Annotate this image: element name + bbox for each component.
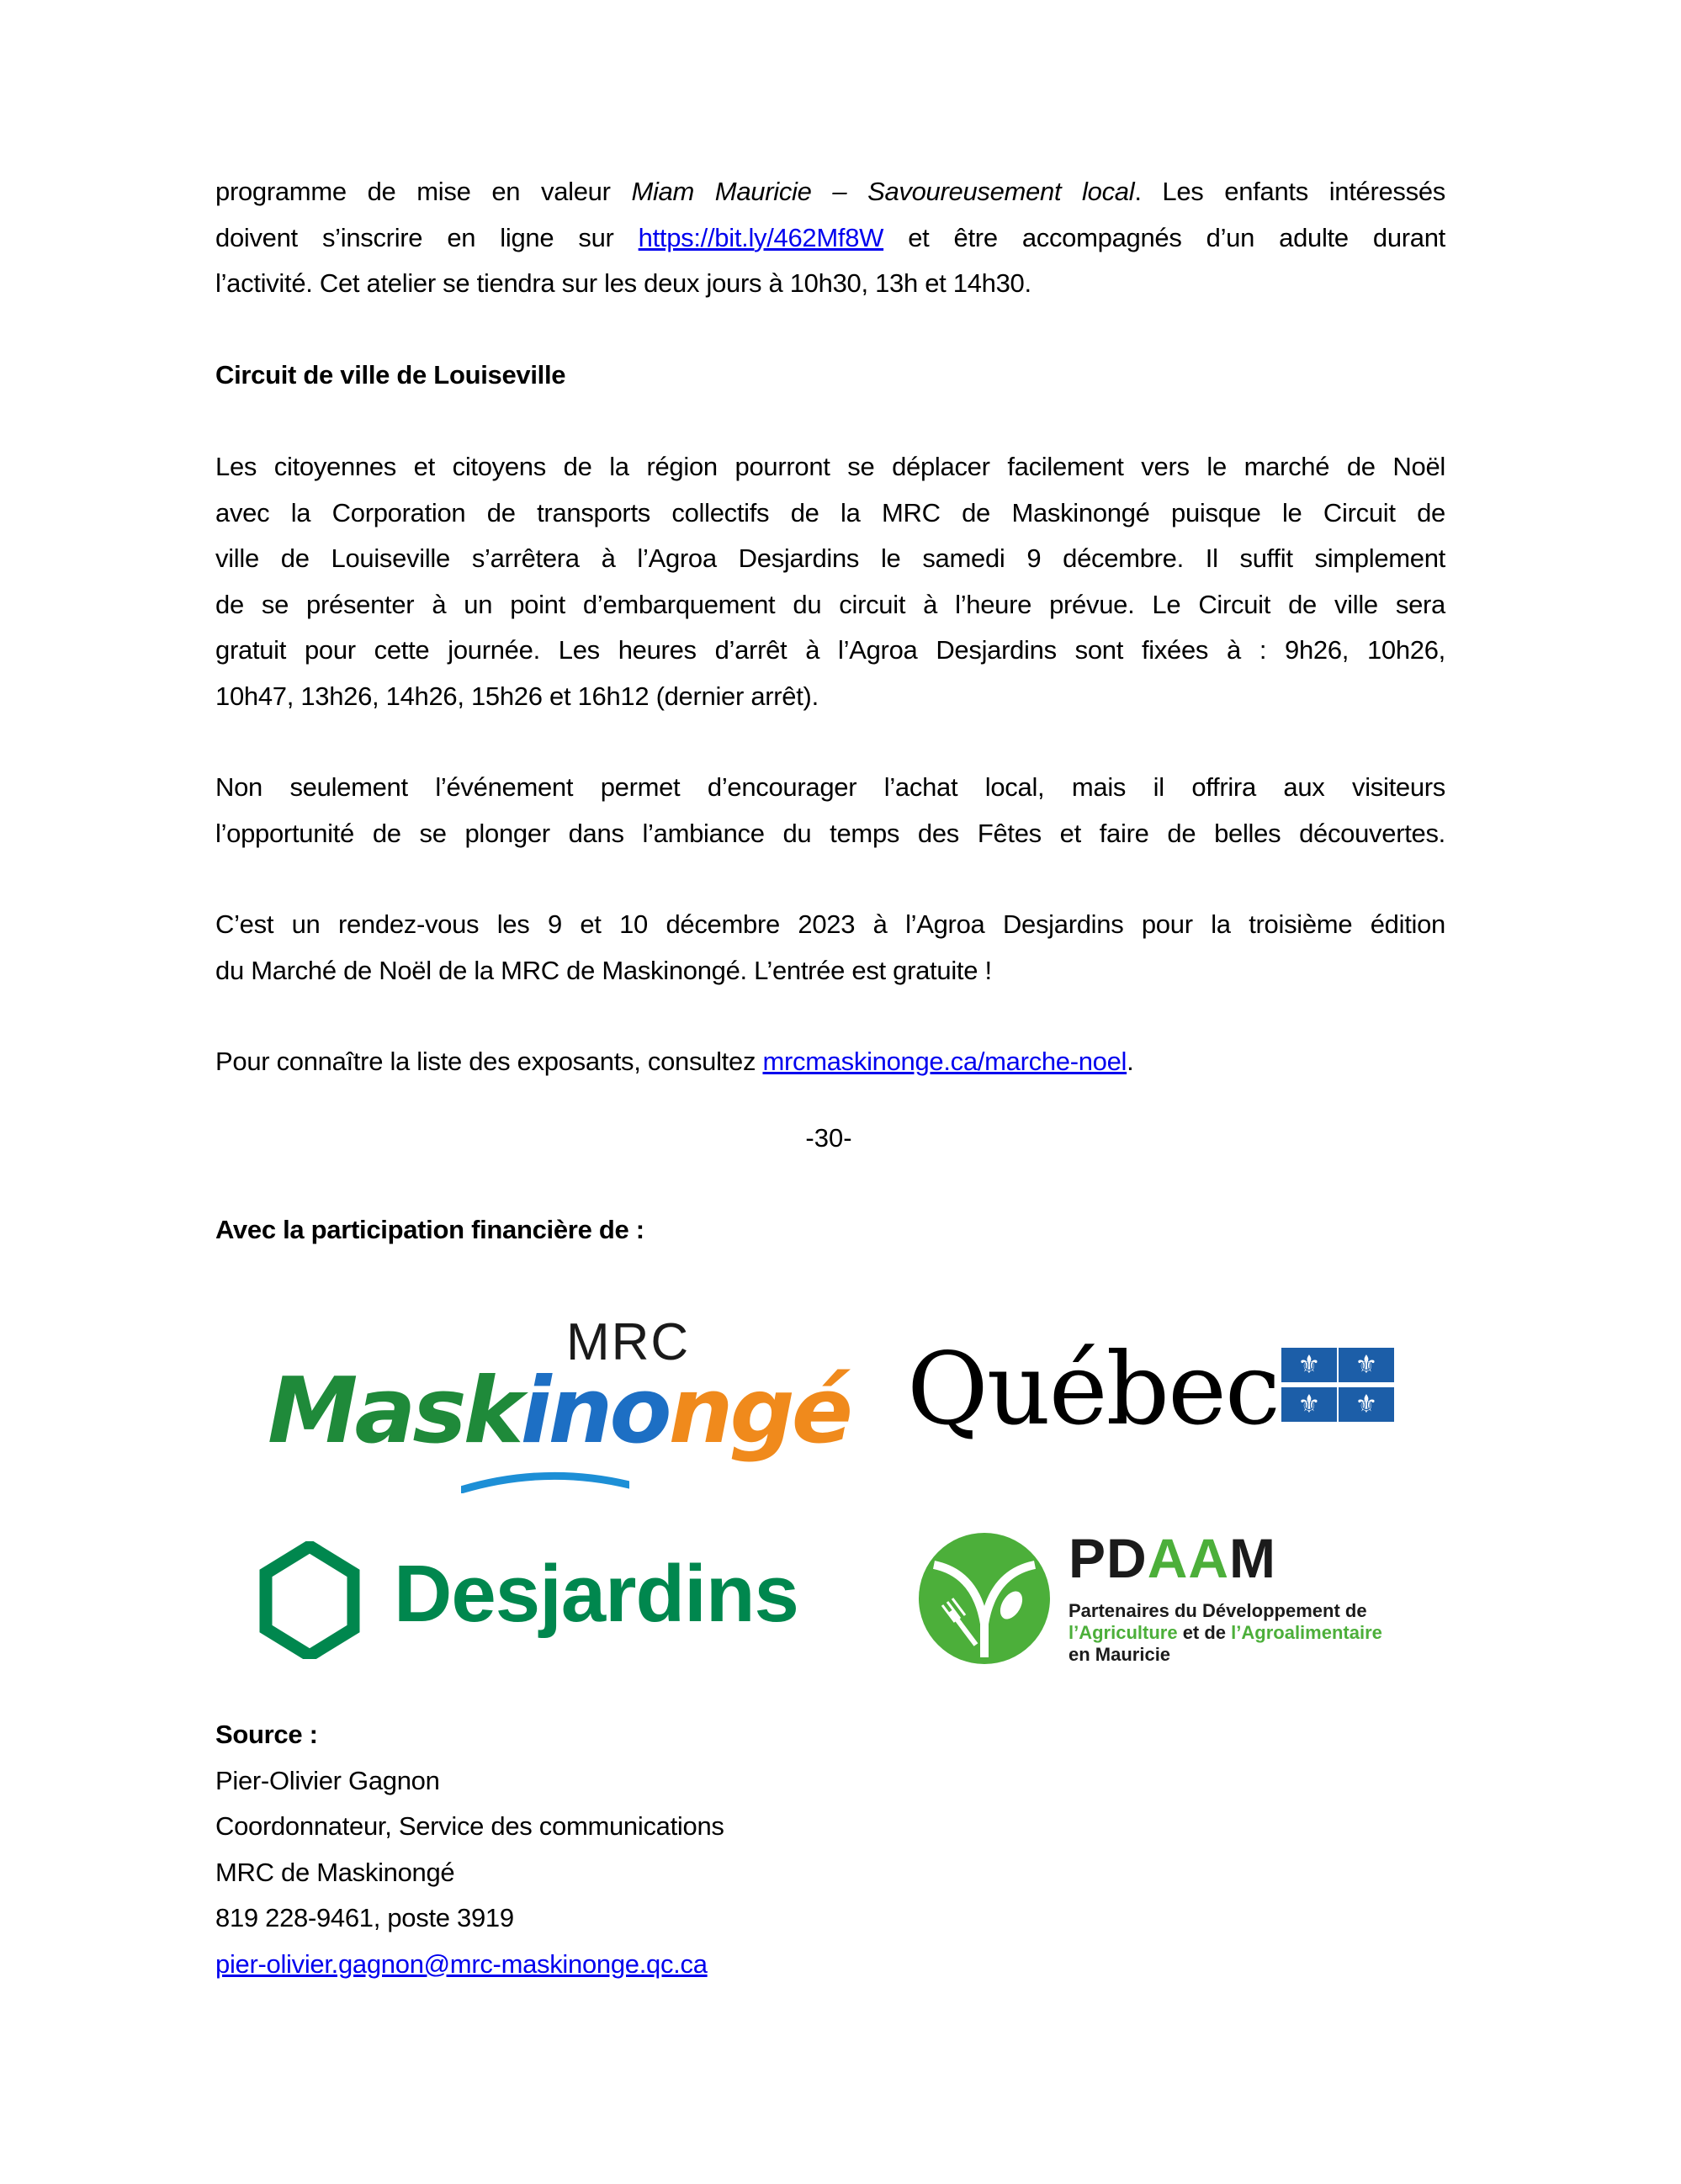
intro-line-2: doivent s’inscrire en ligne sur https://bit.ly/462Mf8W et être accompagnés d’un adulte durant — [215, 222, 1445, 252]
circuit-line: de se présenter à un point d’embarquement du circuit à l’heure prévue. Le Circuit de ville sera — [215, 589, 1445, 619]
circuit-paragraph — [215, 444, 1445, 719]
end-marker: -30- — [805, 1123, 852, 1153]
quebec-logo: Québec ⚜ ⚜ ⚜ ⚜ — [907, 1338, 1429, 1439]
fork-spoon-leaf-icon — [917, 1531, 1052, 1666]
source-block — [215, 1712, 1445, 1987]
circuit-line: Les citoyennes et citoyens de la région pourront se déplacer facilement vers le marché de Noël — [215, 452, 1445, 481]
circuit-line: 10h47, 13h26, 14h26, 15h26 et 16h12 (dernier arrêt). — [215, 681, 819, 711]
intro-line-3: l’activité. Cet atelier se tiendra sur les deux jours à 10h30, 13h et 14h30. — [215, 268, 1031, 298]
circuit-line: avec la Corporation de transports collectifs de la MRC de Maskinongé puisque le Circuit de — [215, 497, 1445, 527]
pdaam-logo: PDAAM Partenaires du Développement de l’Agriculture et de l’Agroalimentaire en Mauricie — [917, 1531, 1439, 1674]
contact-phone: 819 228-9461, poste 3919 — [215, 1903, 514, 1932]
circuit-line: ville de Louiseville s’arrêtera à l’Agroa Desjardins le samedi 9 décembre. Il suffit simplement — [215, 543, 1445, 573]
rendezvous-paragraph — [215, 902, 1445, 994]
rendezvous-line: C’est un rendez-vous les 9 et 10 décembre 2023 à l’Agroa Desjardins pour la troisième édition — [215, 909, 1445, 939]
local-line: l’opportunité de se plonger dans l’ambiance du temps des Fêtes et faire de belles découvertes. — [215, 818, 1445, 848]
contact-title: Coordonnateur, Service des communications — [215, 1811, 724, 1841]
exposants-paragraph: Pour connaître la liste des exposants, consultez mrcmaskinonge.ca/marche-noel. — [215, 1047, 1134, 1076]
mrc-maskinonge-logo: MRC Maskinongé — [268, 1312, 772, 1489]
circuit-heading: Circuit de ville de Louiseville — [215, 360, 566, 390]
intro-line-1: programme de mise en valeur Miam Mauricie – Savoureusement local. Les enfants intéressés — [215, 177, 1445, 206]
intro-paragraph — [215, 169, 1445, 307]
fleur-de-lis-icon: ⚜ — [1281, 1348, 1337, 1382]
contact-email-link[interactable]: pier-olivier.gagnon@mrc-maskinonge.qc.ca — [215, 1948, 708, 1979]
wave-icon — [461, 1468, 629, 1493]
local-line: Non seulement l’événement permet d’encourager l’achat local, mais il offrira aux visiteurs — [215, 772, 1445, 802]
contact-org: MRC de Maskinongé — [215, 1857, 455, 1887]
fleur-de-lis-icon: ⚜ — [1339, 1387, 1394, 1422]
desjardins-logo: Desjardins — [259, 1548, 814, 1666]
fleur-de-lis-icon: ⚜ — [1339, 1348, 1394, 1382]
fleur-de-lis-icon: ⚜ — [1281, 1387, 1337, 1422]
exposants-link[interactable]: mrcmaskinonge.ca/marche-noel — [762, 1047, 1127, 1076]
quebec-flag-icon — [1281, 1348, 1424, 1430]
source-label: Source : — [215, 1720, 318, 1749]
local-paragraph — [215, 765, 1445, 856]
registration-link[interactable]: https://bit.ly/462Mf8W — [638, 222, 884, 252]
sponsors-heading: Avec la participation financière de : — [215, 1215, 644, 1244]
circuit-line: gratuit pour cette journée. Les heures d’arrêt à l’Agroa Desjardins sont fixées à : 9h26, 10h26, — [215, 635, 1445, 665]
rendezvous-line: du Marché de Noël de la MRC de Maskinongé. L’entrée est gratuite ! — [215, 955, 992, 985]
contact-name: Pier-Olivier Gagnon — [215, 1765, 440, 1795]
program-name: Miam Mauricie – Savoureusement local — [631, 177, 1135, 206]
hexagon-icon — [259, 1541, 360, 1659]
